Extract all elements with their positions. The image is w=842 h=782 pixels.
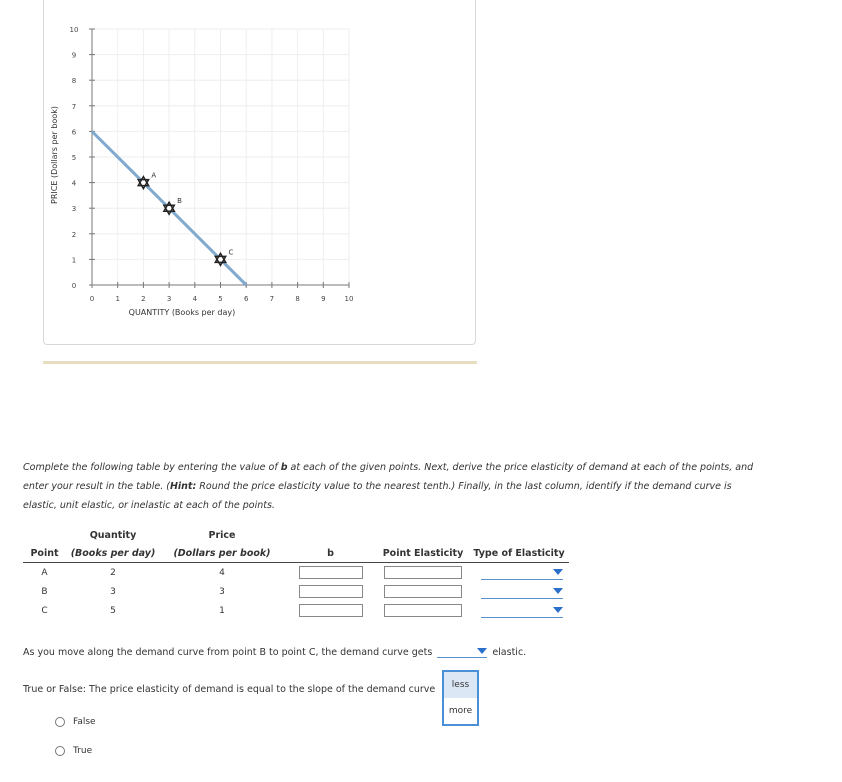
row-price: 1 bbox=[219, 605, 225, 616]
x-tick-label: 9 bbox=[321, 295, 326, 303]
y-tick-label: 3 bbox=[71, 205, 77, 214]
x-tick-label: 10 bbox=[344, 295, 354, 303]
x-axis-label: QUANTITY (Books per day) bbox=[128, 308, 236, 317]
point-c-label: C bbox=[228, 248, 234, 257]
y-tick-label: 7 bbox=[71, 102, 77, 111]
b-input-a[interactable] bbox=[299, 566, 363, 579]
elasticity-input-c[interactable] bbox=[384, 604, 462, 617]
point-b-label: B bbox=[177, 197, 182, 206]
row-price: 3 bbox=[219, 586, 225, 597]
sentence-text: As you move along the demand curve from point B to point C, the demand curve gets bbox=[23, 646, 433, 658]
radio-option-false[interactable]: False bbox=[55, 717, 96, 727]
b-input-c[interactable] bbox=[299, 604, 363, 617]
sentence-end: elastic. bbox=[492, 646, 527, 658]
y-tick-label: 8 bbox=[71, 77, 77, 86]
row-quantity: 5 bbox=[110, 605, 116, 616]
elasticity-table bbox=[23, 526, 569, 620]
row-quantity: 3 bbox=[110, 586, 116, 597]
x-tick-label: 4 bbox=[192, 295, 198, 303]
y-tick-label: 1 bbox=[71, 256, 77, 265]
dropdown-arrow-icon bbox=[553, 588, 563, 594]
option-less[interactable]: less bbox=[444, 672, 477, 698]
graph-panel bbox=[43, 0, 476, 345]
quantity-header-top: Quantity bbox=[89, 529, 137, 541]
row-point: B bbox=[41, 586, 48, 597]
row-point: C bbox=[41, 605, 48, 616]
table-row bbox=[23, 563, 569, 583]
x-tick-label: 7 bbox=[269, 295, 275, 303]
row-quantity: 2 bbox=[110, 567, 116, 578]
section-divider bbox=[43, 361, 477, 364]
demand-chart bbox=[44, 0, 477, 346]
type-elasticity-header: Type of Elasticity bbox=[469, 544, 569, 563]
y-tick-label: 6 bbox=[71, 128, 77, 137]
price-header-bottom: (Dollars per book) bbox=[160, 544, 284, 563]
y-tick-label: 0 bbox=[71, 282, 77, 290]
x-tick-label: 1 bbox=[115, 295, 120, 303]
y-tick-label: 9 bbox=[71, 51, 77, 60]
option-more[interactable]: more bbox=[448, 706, 473, 716]
price-header-top: Price bbox=[208, 529, 236, 541]
y-tick-label: 10 bbox=[69, 26, 79, 34]
dropdown-arrow-icon bbox=[553, 569, 563, 575]
b-input-b[interactable] bbox=[299, 585, 363, 598]
x-tick-label: 5 bbox=[218, 295, 223, 303]
true-false-question: True or False: The price elasticity of demand is equal to the slope of the demand curve bbox=[23, 684, 436, 695]
y-tick-label: 2 bbox=[71, 230, 77, 239]
table-row bbox=[23, 582, 569, 601]
dropdown-arrow-icon bbox=[553, 607, 563, 613]
radio-circle-icon[interactable] bbox=[55, 717, 65, 727]
radio-option-true[interactable]: True bbox=[55, 746, 92, 756]
point-a-label: A bbox=[151, 171, 157, 180]
elasticity-direction-dropdown[interactable] bbox=[437, 646, 487, 658]
row-point: A bbox=[41, 567, 48, 578]
elasticity-sentence bbox=[23, 646, 526, 658]
x-tick-label: 3 bbox=[166, 295, 172, 303]
table-row bbox=[23, 601, 569, 620]
x-tick-label: 2 bbox=[141, 295, 146, 303]
hint-label: Hint: bbox=[169, 481, 197, 492]
elasticity-input-b[interactable] bbox=[384, 585, 462, 598]
radio-circle-icon[interactable] bbox=[55, 746, 65, 756]
point-elasticity-header: Point Elasticity bbox=[377, 544, 469, 563]
symbol-b: b bbox=[280, 462, 288, 473]
row-price: 4 bbox=[219, 567, 225, 578]
type-dropdown-a[interactable] bbox=[481, 566, 563, 580]
x-tick-label: 0 bbox=[89, 295, 95, 303]
instructions-text: Complete the following table by entering the value of b at each of the given points. Next, derive the price elasticity of demand at each of the points, and enter your result in the table. (Hint: Round the price elasticity value to the nearest tenth.) Finally, in the last column, identify if the demand curve is elastic, unit elastic, or inelastic at each of the points. bbox=[23, 462, 754, 511]
dropdown-arrow-icon bbox=[477, 648, 487, 654]
x-tick-label: 6 bbox=[243, 295, 249, 303]
b-header: b bbox=[284, 544, 377, 563]
y-tick-label: 5 bbox=[71, 154, 77, 162]
point-header: Point bbox=[23, 544, 66, 563]
quantity-header-bottom: (Books per day) bbox=[66, 544, 160, 563]
type-dropdown-b[interactable] bbox=[481, 585, 563, 599]
y-tick-label: 4 bbox=[71, 179, 77, 188]
elasticity-input-a[interactable] bbox=[384, 566, 462, 579]
type-dropdown-c[interactable] bbox=[481, 604, 563, 618]
dropdown-menu bbox=[442, 670, 479, 726]
y-axis-label: PRICE (Dollars per book) bbox=[50, 106, 59, 204]
x-tick-label: 8 bbox=[295, 295, 300, 303]
